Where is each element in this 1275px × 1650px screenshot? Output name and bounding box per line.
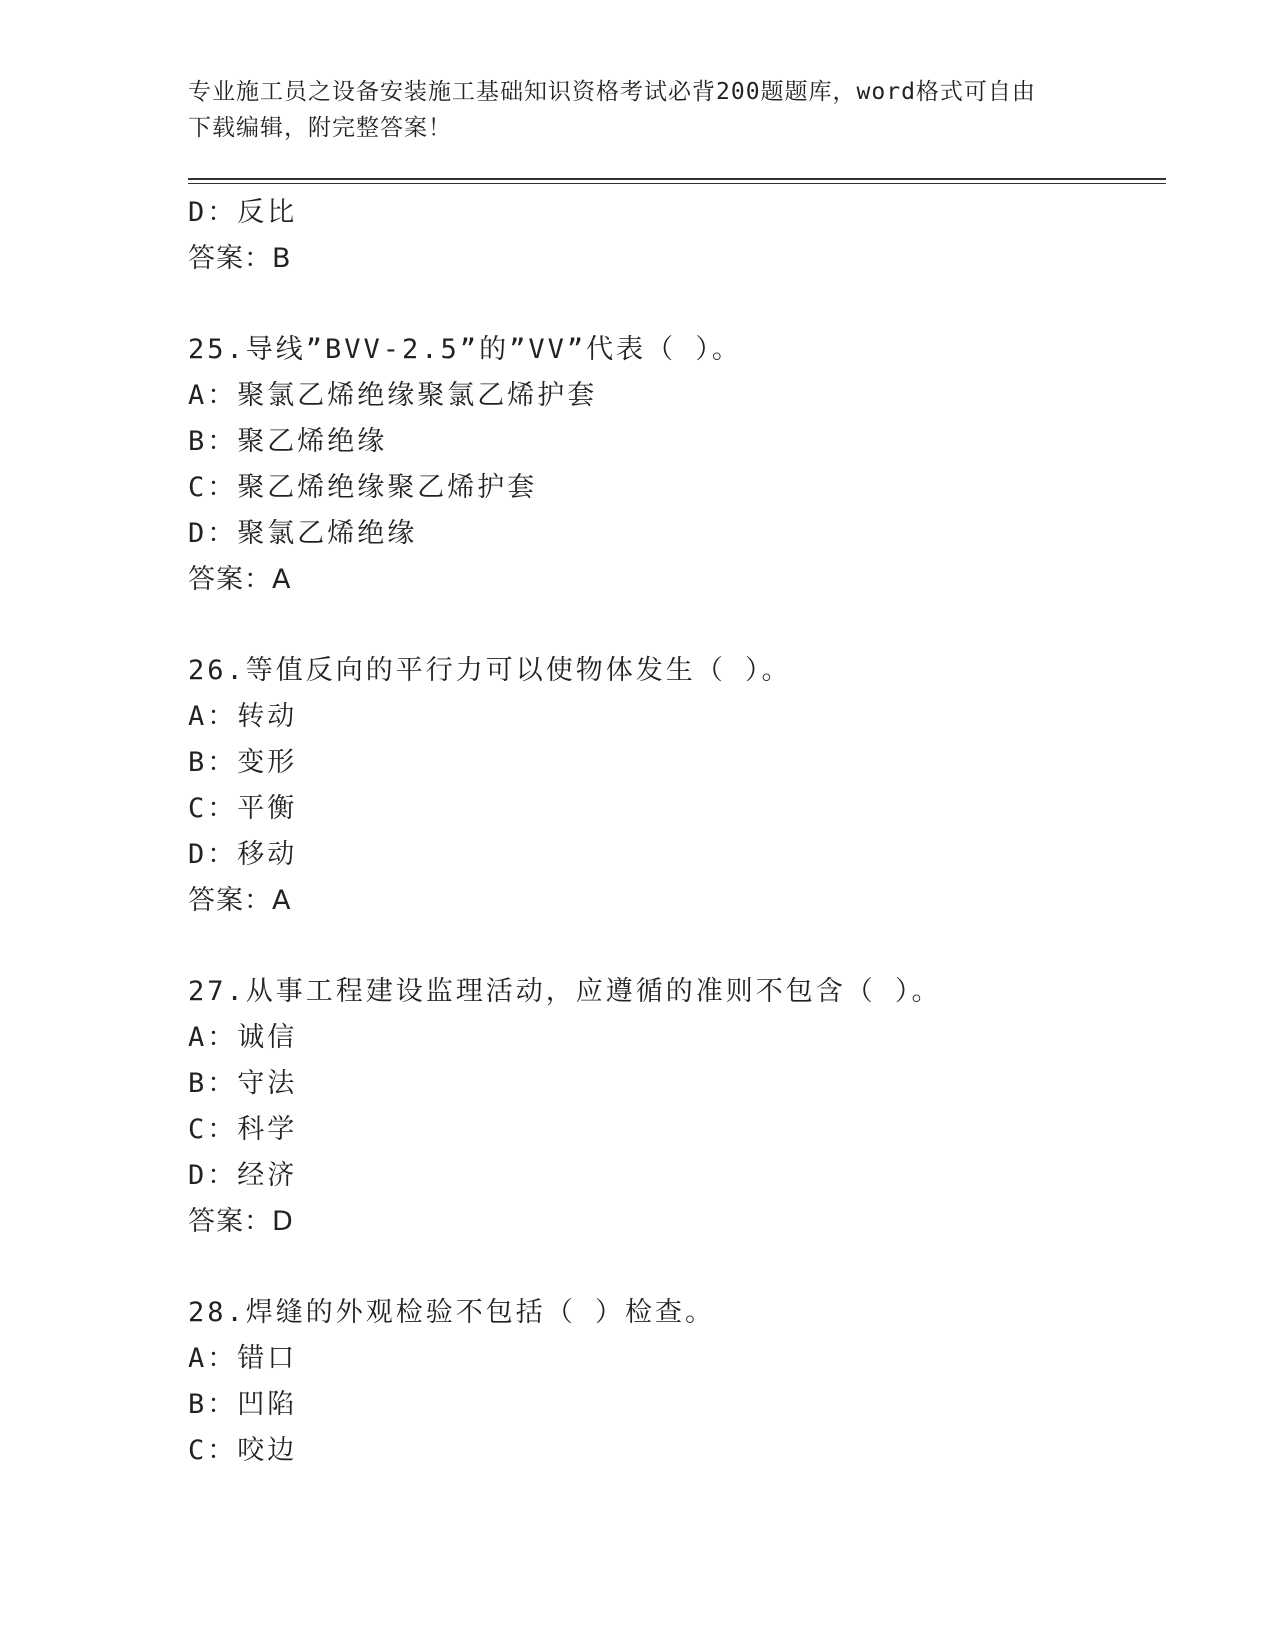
option-a: A：错口 (188, 1343, 298, 1374)
document-header (188, 74, 1088, 146)
question-block-24-partial (188, 190, 1168, 282)
answer-line: 答案：B (188, 243, 292, 274)
question-stem: 25.导线”BVV-2.5”的”VV”代表（ ）。 (188, 334, 742, 365)
question-block-27 (188, 969, 1168, 1245)
option-a: A：聚氯乙烯绝缘聚氯乙烯护套 (188, 380, 598, 411)
option-b: B：守法 (188, 1068, 298, 1099)
option-c: C：聚乙烯绝缘聚乙烯护套 (188, 472, 538, 503)
header-divider-thick (188, 178, 1166, 180)
option-d: D：聚氯乙烯绝缘 (188, 518, 418, 549)
answer-line: 答案：D (188, 1206, 294, 1237)
spacer (188, 924, 1168, 969)
question-stem: 27.从事工程建设监理活动，应遵循的准则不包含（ ）。 (188, 976, 942, 1007)
option-d: D：反比 (188, 197, 298, 228)
header-line-1: 专业施工员之设备安装施工基础知识资格考试必背200题题库，word格式可自由 (188, 79, 1036, 105)
question-list (188, 190, 1168, 1474)
question-stem: 26.等值反向的平行力可以使物体发生（ ）。 (188, 655, 792, 686)
option-a: A：诚信 (188, 1022, 298, 1053)
spacer (188, 603, 1168, 648)
question-block-28 (188, 1290, 1168, 1474)
spacer (188, 282, 1168, 327)
option-a: A：转动 (188, 701, 298, 732)
option-c: C：咬边 (188, 1435, 298, 1466)
spacer (188, 1245, 1168, 1290)
question-stem: 28.焊缝的外观检验不包括（ ）检查。 (188, 1297, 716, 1328)
answer-line: 答案：A (188, 564, 292, 595)
option-d: D：经济 (188, 1160, 298, 1191)
option-b: B：聚乙烯绝缘 (188, 426, 388, 457)
header-divider-thin (188, 183, 1166, 184)
question-block-25 (188, 327, 1168, 603)
option-c: C：平衡 (188, 793, 298, 824)
header-line-2: 下载编辑，附完整答案！ (188, 115, 452, 141)
question-block-26 (188, 648, 1168, 924)
option-d: D：移动 (188, 839, 298, 870)
option-b: B：变形 (188, 747, 298, 778)
option-b: B：凹陷 (188, 1389, 298, 1420)
option-c: C：科学 (188, 1114, 298, 1145)
answer-line: 答案：A (188, 885, 292, 916)
